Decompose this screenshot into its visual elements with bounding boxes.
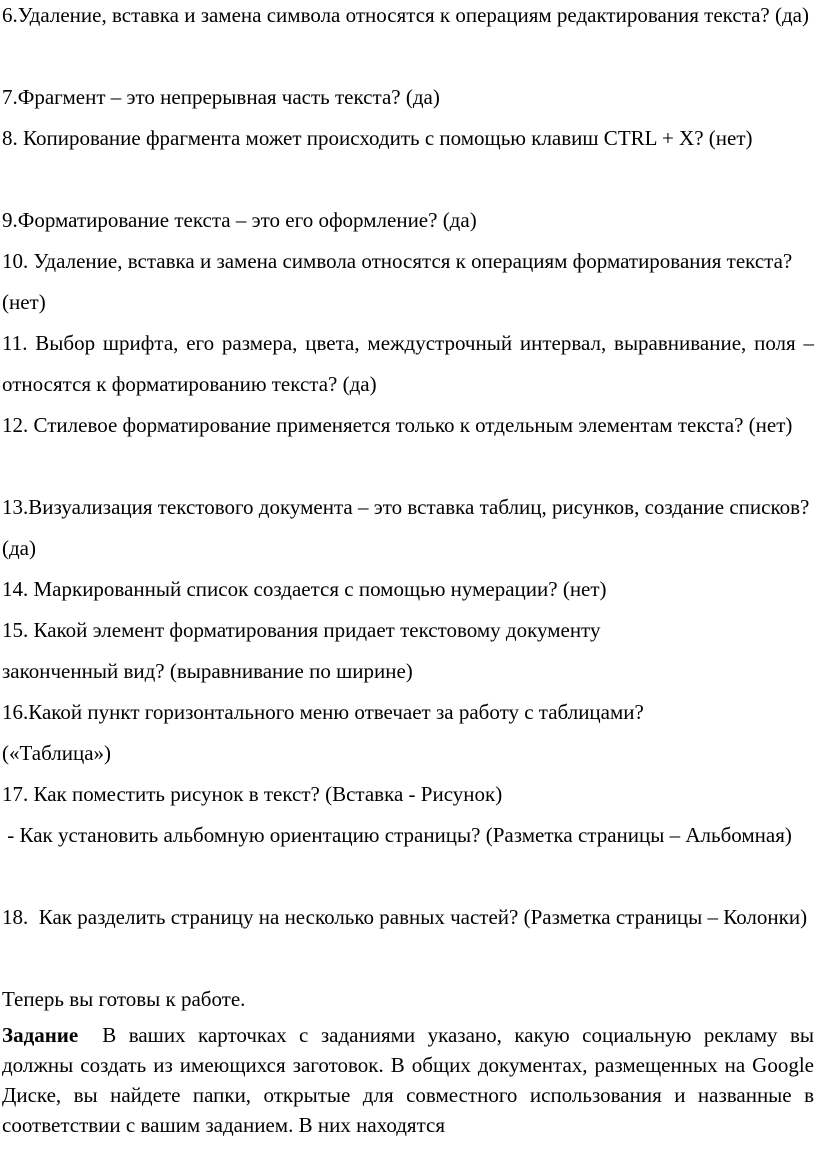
ready-text: Теперь вы готовы к работе. [2, 987, 246, 1011]
question-10: 10. Удаление, вставка и замена символа относятся к операциям форматирования текста? (нет) [2, 249, 793, 314]
question-13: 13.Визуализация текстового документа – это вставка таблиц, рисунков, создание списков? (да) [2, 495, 810, 560]
task-paragraph [2, 1020, 814, 1140]
question-14: 14. Маркированный список создается с помощью нумерации? (нет) [2, 577, 607, 601]
question-6: 6.Удаление, вставка и замена символа относятся к операциям редактирования текста? (да) [2, 3, 809, 27]
question-17: 17. Как поместить рисунок в текст? (Вставка - Рисунок) [2, 782, 503, 806]
task-text: В ваших карточках с заданиями указано, какую социальную рекламу вы должны создать из имеющихся заготовок. В общих документах, размещенных на Google Диске, вы найдете папки, открытые для совместного использования и названные в соответствии с вашим заданием. В них находятся [2, 1023, 814, 1137]
question-9: 9.Форматирование текста – это его оформление? (да) [2, 208, 477, 232]
question-7: 7.Фрагмент – это непрерывная часть текста? (да) [2, 85, 440, 109]
question-12: 12. Стилевое форматирование применяется только к отдельным элементам текста? (нет) [2, 413, 793, 437]
question-15-line-1: 15. Какой элемент форматирования придает текстовому документу [2, 618, 601, 642]
question-8: 8. Копирование фрагмента может происходить с помощью клавиш CTRL + X? (нет) [2, 126, 753, 150]
task-label: Задание [2, 1023, 79, 1047]
question-16: 16.Какой пункт горизонтального меню отвечает за работу с таблицами? («Таблица») [2, 700, 644, 765]
question-11: 11. Выбор шрифта, его размера, цвета, междустрочный интервал, выравнивание, поля – относятся к форматированию текста? (да) [2, 331, 814, 396]
question-18: 18. Как разделить страницу на несколько равных частей? (Разметка страницы – Колонки) [2, 905, 808, 929]
question-15-line-2: законченный вид? (выравнивание по ширине) [2, 659, 413, 683]
question-17-sub: - Как установить альбомную ориентацию страницы? (Разметка страницы – Альбомная) [2, 823, 792, 847]
